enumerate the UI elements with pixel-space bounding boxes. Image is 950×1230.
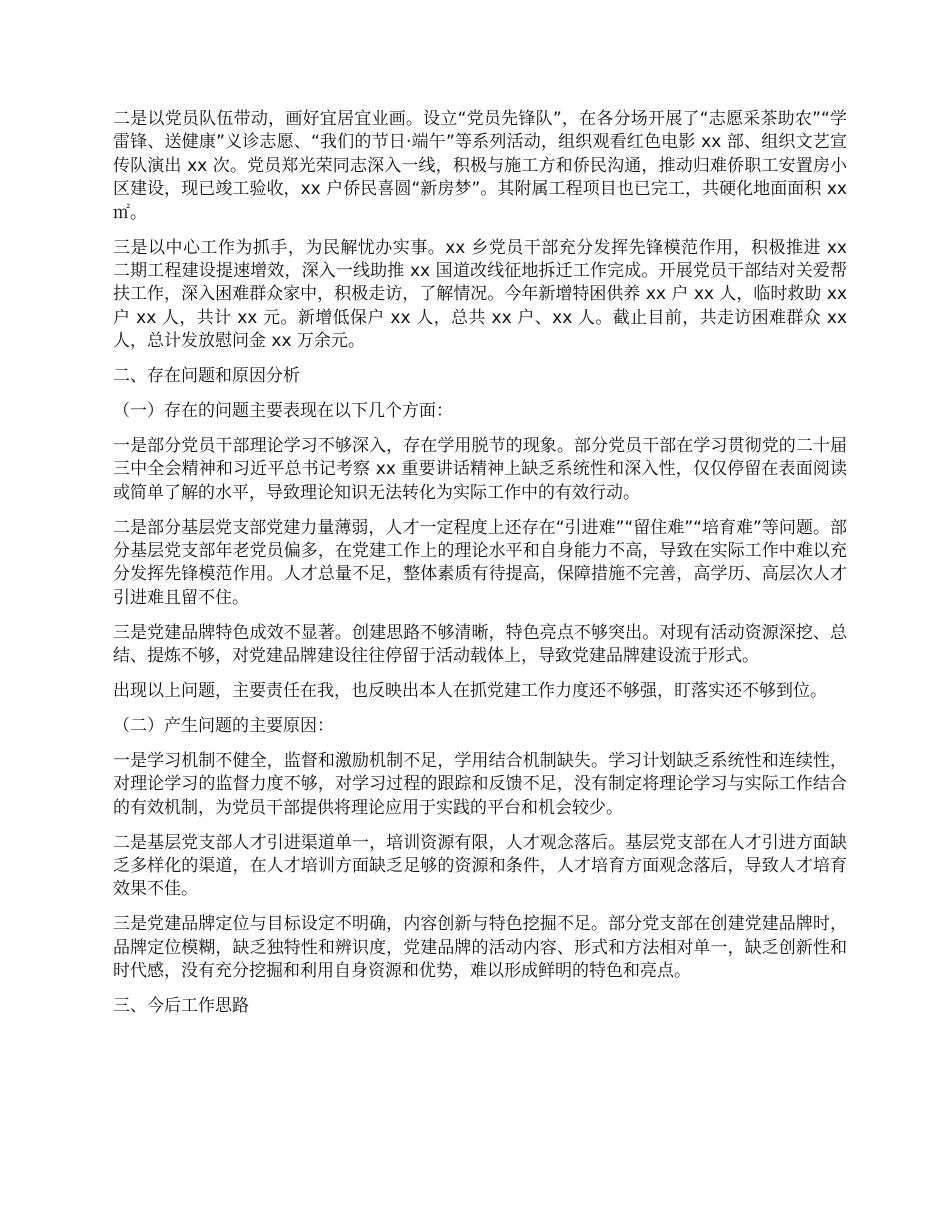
paragraph-cause-mechanism: 一是学习机制不健全，监督和激励机制不足，学用结合机制缺失。学习计划缺乏系统性和连续性，对理论学习的监督力度不够，对学习过程的跟踪和反馈不足，没有制定将理论学习与实际工作结合的有效机制，为党员干部提供将理论应用于实践的平台和机会较少。: [113, 750, 847, 818]
paragraph-cause-talent: 二是基层党支部人才引进渠道单一，培训资源有限，人才观念落后。基层党支部在人才引进方面缺乏多样化的渠道，在人才培训方面缺乏足够的资源和条件，人才培育方面观念落后，导致人才培育效果不佳。: [113, 832, 847, 900]
paragraph-party-vanguard: 二是以党员队伍带动，画好宜居宜业画。设立“党员先锋队”，在各分场开展了“志愿采茶助农”“学雷锋、送健康”义诊志愿、“我们的节日·端午”等系列活动，组织观看红色电影 xx 部、组织文艺宣传队演出 xx 次。党员郑光荣同志深入一线，积极与施工方和侨民沟通，推动归难侨职工安置房小区建设，现已竣工验收，xx 户侨民喜圆“新房梦”。其附属工程项目也已完工，共硬化地面面积 xx㎡。: [113, 109, 847, 223]
subsection-heading-problems: （一）存在的问题主要表现在以下几个方面：: [113, 400, 453, 421]
section-heading-future-work: 三、今后工作思路: [113, 996, 249, 1016]
paragraph-central-work: 三是以中心工作为抓手，为民解忧办实事。xx 乡党员干部充分发挥先锋模范作用，积极推进 xx 二期工程建设提速增效，深入一线助推 xx 国道改线征地拆迁工作完成。开展党员干部结对关爱帮扶工作，深入困难群众家中，积极走访，了解情况。今年新增特困供养 xx 户 xx 人，临时救助 xx 户 xx 人，共计 xx 元。新增低保户 xx 人，总共 xx 户、xx 人。截止目前，共走访困难群众 xx 人，总计发放慰问金 xx 万余元。: [113, 237, 847, 352]
paragraph-responsibility: 出现以上问题，主要责任在我，也反映出本人在抓党建工作力度还不够强，盯落实还不够到位。: [113, 681, 827, 702]
paragraph-problem-theory-study: 一是部分党员干部理论学习不够深入，存在学用脱节的现象。部分党员干部在学习贯彻党的二十届三中全会精神和习近平总书记考察 xx 重要讲话精神上缺乏系统性和深入性，仅仅停留在表面阅读或简单了解的水平，导致理论知识无法转化为实际工作中的有效行动。: [113, 435, 847, 503]
document-body: [113, 108, 847, 1030]
section-heading-problems: 二、存在问题和原因分析: [113, 366, 300, 387]
paragraph-problem-brand: 三是党建品牌特色成效不显著。创建思路不够清晰，特色亮点不够突出。对现有活动资源深挖、总结、提炼不够，对党建品牌建设往往停留于活动载体上，导致党建品牌建设流于形式。: [113, 622, 847, 667]
paragraph-problem-talent: 二是部分基层党支部党建力量薄弱，人才一定程度上还存在“引进难”“留住难”“培育难”等问题。部分基层党支部年老党员偏多，在党建工作上的理论水平和自身能力不高，导致在实际工作中难以充分发挥先锋模范作用。人才总量不足，整体素质有待提高，保障措施不完善，高学历、高层次人才引进难且留不住。: [113, 517, 847, 608]
subsection-heading-causes: （二）产生问题的主要原因：: [113, 715, 334, 736]
paragraph-cause-brand: 三是党建品牌定位与目标设定不明确，内容创新与特色挖掘不足。部分党支部在创建党建品牌时，品牌定位模糊，缺乏独特性和辨识度，党建品牌的活动内容、形式和方法相对单一，缺乏创新性和时代感，没有充分挖掘和利用自身资源和优势，难以形成鲜明的特色和亮点。: [113, 914, 847, 982]
